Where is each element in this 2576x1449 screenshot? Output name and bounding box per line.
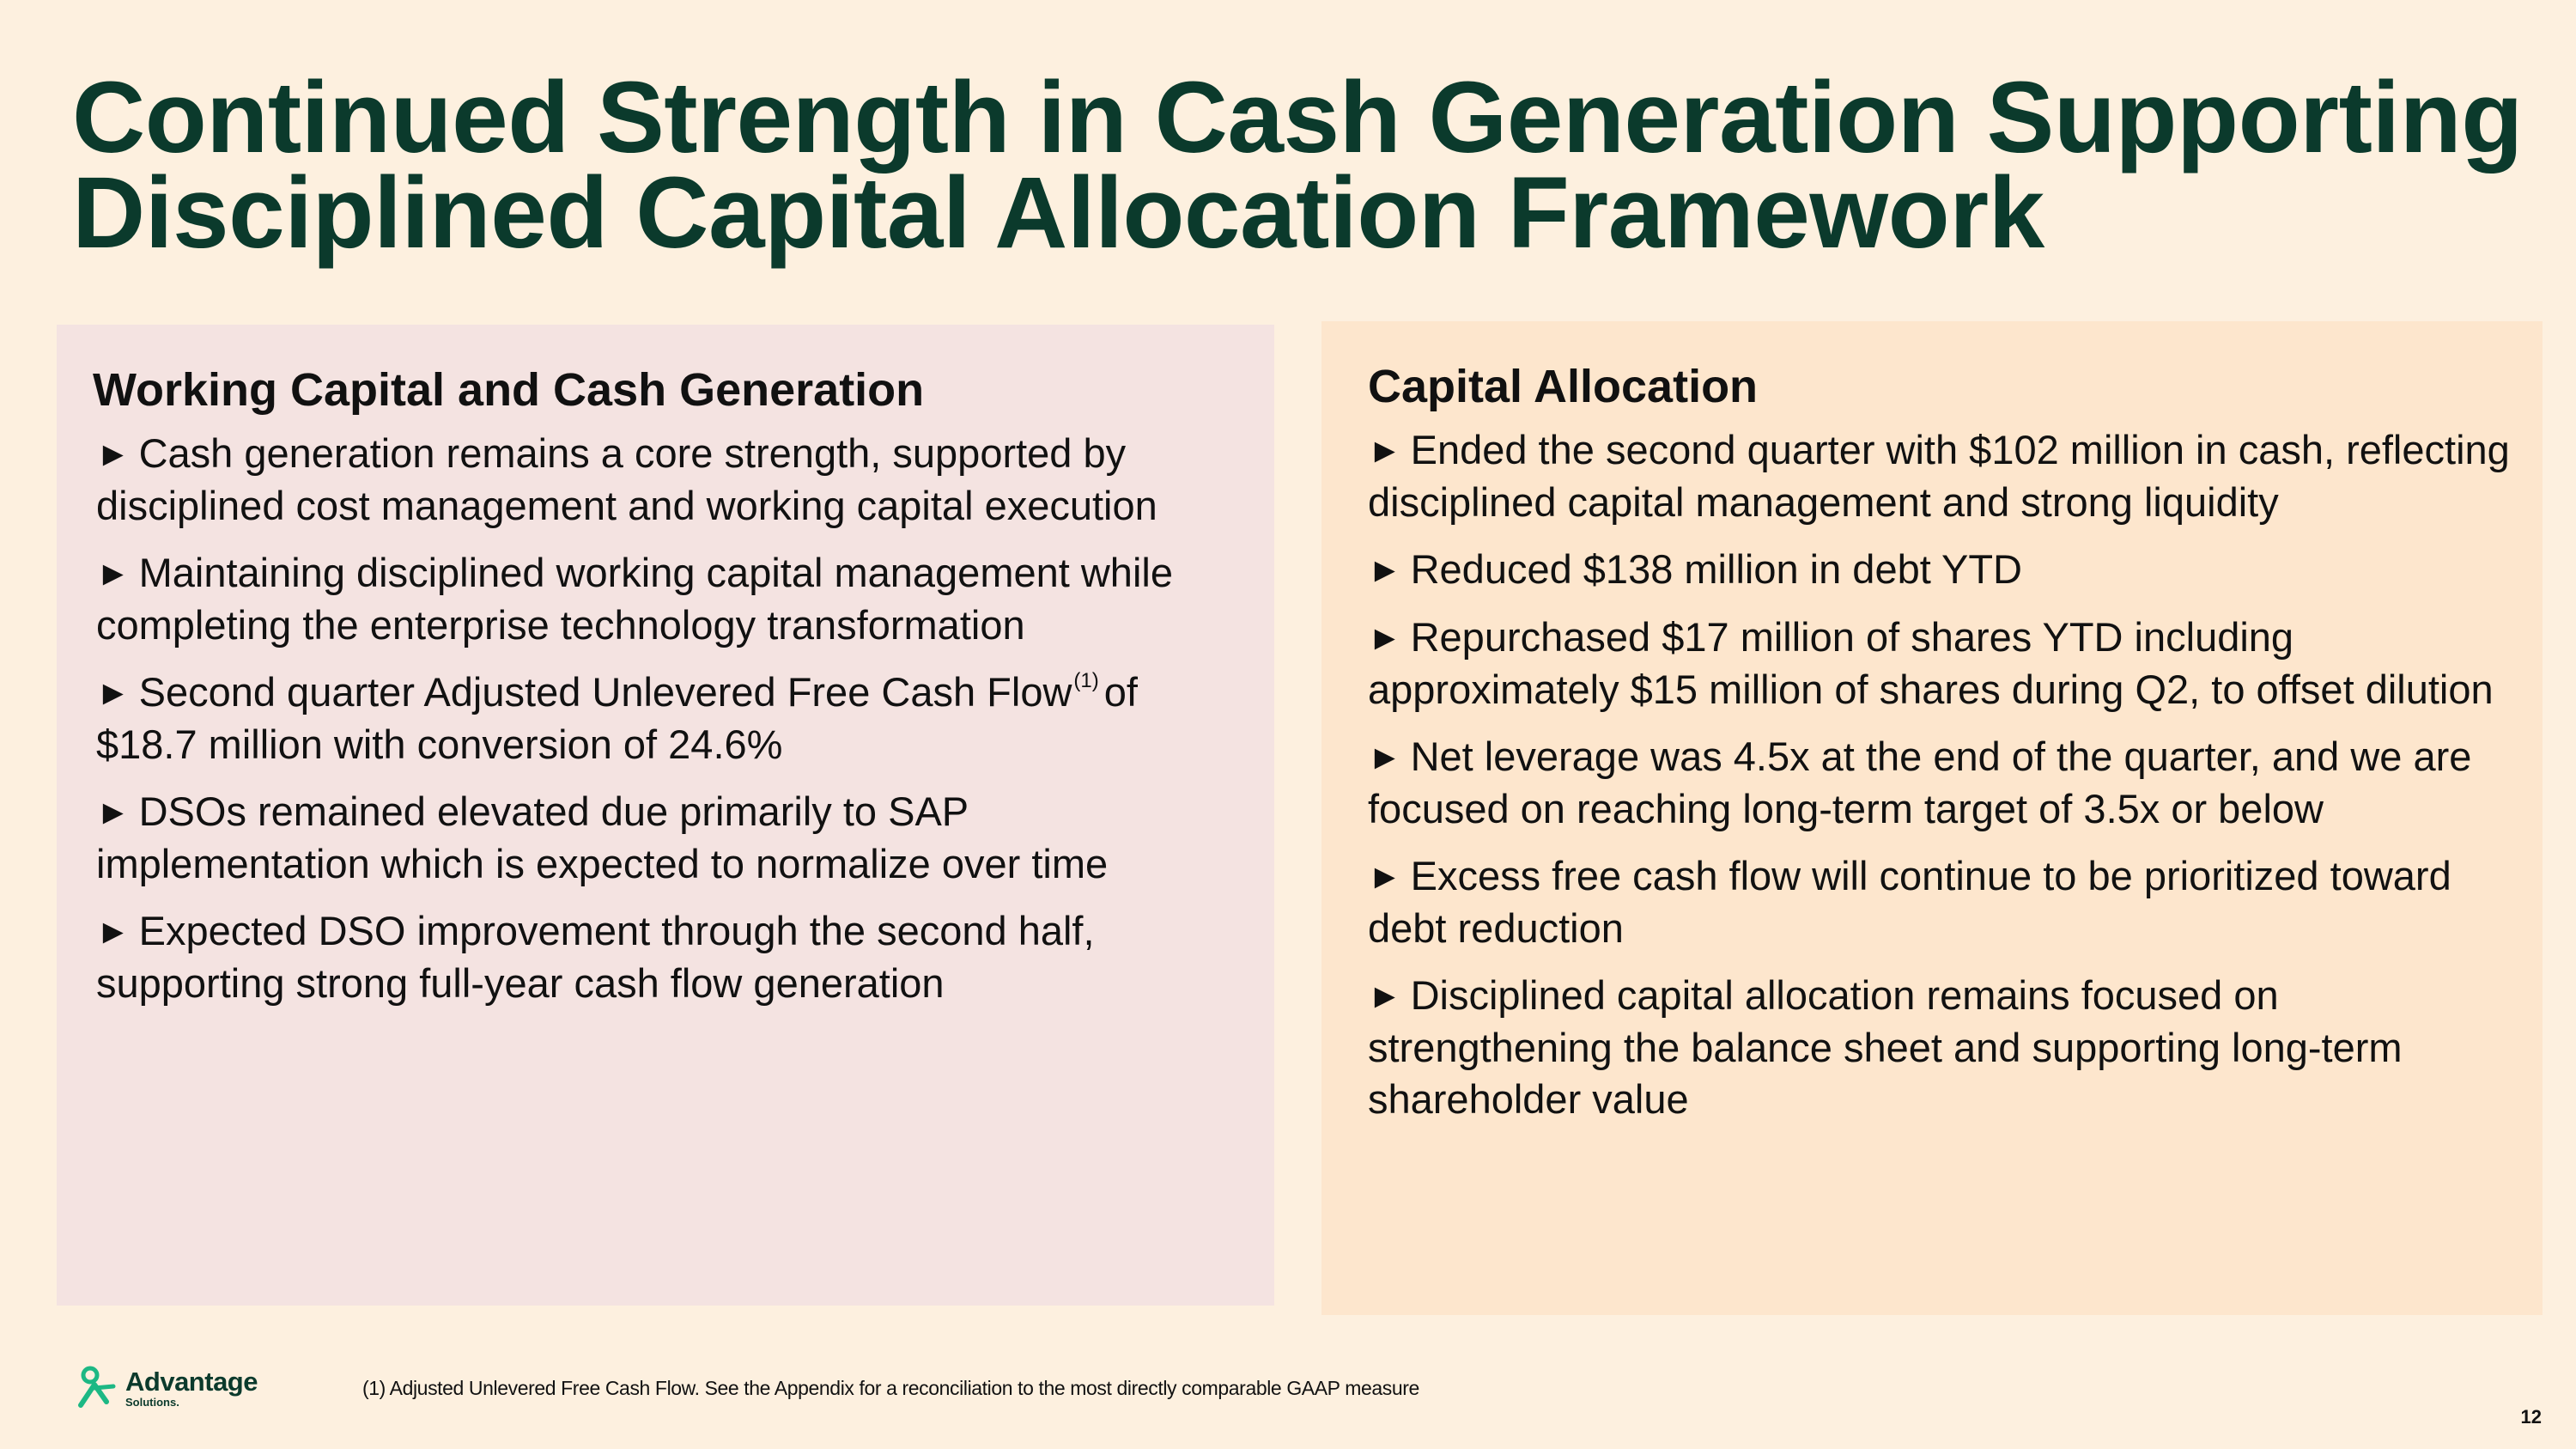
bullet-text-continued: of $18.7 million with conversion of 24.6% bbox=[96, 669, 1138, 767]
bullet-item bbox=[96, 547, 1249, 651]
bullet-item bbox=[96, 667, 1249, 770]
bullet-arrow-icon: ► bbox=[1368, 739, 1402, 776]
bullet-text: Reduced $138 million in debt YTD bbox=[1410, 546, 2022, 592]
bullet-arrow-icon: ► bbox=[96, 913, 131, 951]
logo-subtitle: Solutions. bbox=[125, 1396, 179, 1409]
bullet-text: Cash generation remains a core strength, supported by disciplined cost management and working capital execution bbox=[96, 430, 1157, 528]
bullet-item bbox=[1368, 970, 2517, 1125]
bullet-text: Maintaining disciplined working capital management while completing the enterprise technology transformation bbox=[96, 550, 1173, 648]
company-logo bbox=[76, 1366, 266, 1410]
bullet-item bbox=[96, 428, 1249, 532]
bullet-text: DSOs remained elevated due primarily to SAP implementation which is expected to normalize over time bbox=[96, 788, 1109, 886]
panel-heading: Capital Allocation bbox=[1368, 361, 1759, 412]
bullet-text: Excess free cash flow will continue to be prioritized toward debt reduction bbox=[1368, 853, 2451, 951]
bullet-item bbox=[1368, 731, 2517, 835]
footer bbox=[76, 1366, 1419, 1410]
bullet-arrow-icon: ► bbox=[1368, 858, 1402, 896]
page-title bbox=[72, 61, 2523, 270]
bullet-item bbox=[1368, 850, 2517, 954]
bullet-item bbox=[1368, 612, 2517, 715]
bullet-text: Expected DSO improvement through the second half, supporting strong full-year cash flow generation bbox=[96, 908, 1095, 1006]
bullet-arrow-icon: ► bbox=[1368, 619, 1402, 657]
bullet-list bbox=[96, 428, 1249, 1009]
footnote-reference: (1) bbox=[1073, 669, 1099, 692]
bullet-list bbox=[1368, 424, 2517, 1125]
title-line-1: Continued Strength in Cash Generation Supporting bbox=[72, 61, 2523, 174]
bullet-text: Repurchased $17 million of shares YTD including approximately $15 million of shares during Q2, to offset dilution bbox=[1368, 614, 2494, 712]
bullet-text: Second quarter Adjusted Unlevered Free Cash Flow bbox=[138, 669, 1072, 715]
panel-heading: Working Capital and Cash Generation bbox=[93, 364, 925, 416]
bullet-arrow-icon: ► bbox=[96, 555, 131, 593]
capital-allocation-panel bbox=[1321, 321, 2543, 1315]
bullet-item bbox=[1368, 424, 2517, 528]
working-capital-panel bbox=[57, 325, 1274, 1306]
advantage-logo-icon bbox=[76, 1366, 120, 1410]
bullet-arrow-icon: ► bbox=[1368, 551, 1402, 589]
bullet-text: Ended the second quarter with $102 million in cash, reflecting disciplined capital management and strong liquidity bbox=[1368, 427, 2510, 525]
bullet-text: Net leverage was 4.5x at the end of the quarter, and we are focused on reaching long-term target of 3.5x or below bbox=[1368, 734, 2472, 831]
bullet-arrow-icon: ► bbox=[96, 794, 131, 831]
bullet-arrow-icon: ► bbox=[1368, 432, 1402, 470]
footnote: (1) Adjusted Unlevered Free Cash Flow. See the Appendix for a reconciliation to the most directly comparable GAAP measure bbox=[362, 1376, 1419, 1399]
bullet-item bbox=[96, 905, 1249, 1009]
bullet-text: Disciplined capital allocation remains focused on strengthening the balance sheet and supporting long-term shareholder value bbox=[1368, 972, 2403, 1122]
bullet-item bbox=[96, 786, 1249, 890]
bullet-arrow-icon: ► bbox=[96, 435, 131, 473]
title-line-2: Disciplined Capital Allocation Framework bbox=[72, 156, 2044, 270]
logo-word: Advantage bbox=[125, 1367, 258, 1397]
page-number: 12 bbox=[2520, 1406, 2542, 1428]
bullet-arrow-icon: ► bbox=[1368, 977, 1402, 1015]
logo-wordmark bbox=[125, 1368, 258, 1408]
bullet-arrow-icon: ► bbox=[96, 674, 131, 712]
bullet-item bbox=[1368, 544, 2517, 596]
